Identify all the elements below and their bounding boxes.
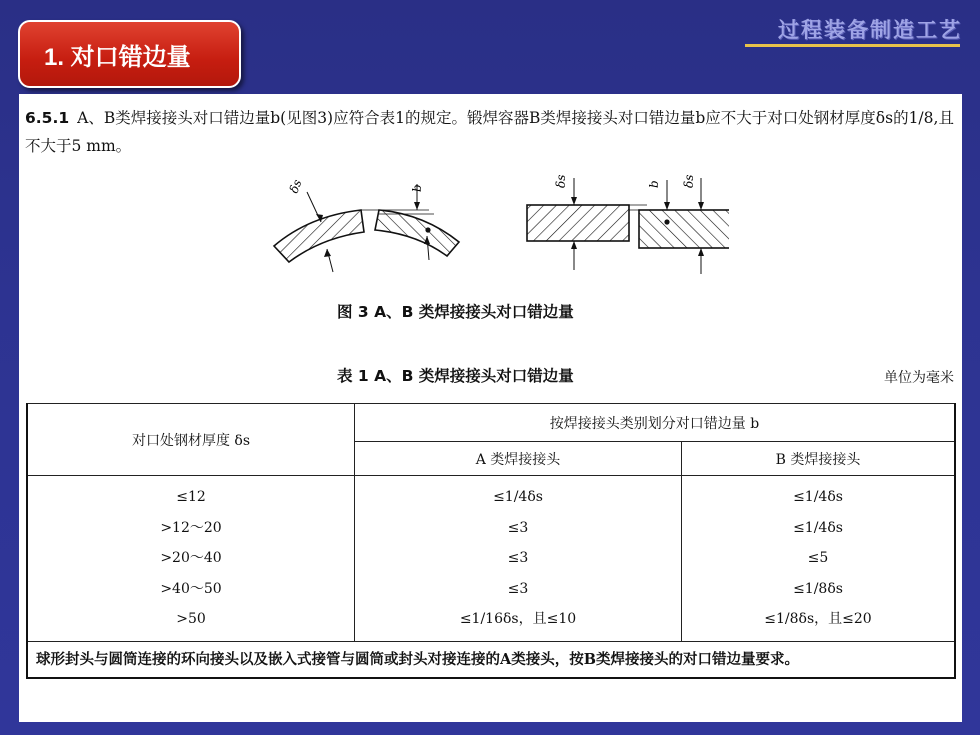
table-cell: ≤3	[507, 580, 529, 597]
flat-joint-drawing	[527, 175, 729, 274]
header-group: 按焊接接头类别划分对口错边量 b	[355, 404, 956, 442]
label-delta-s-mid: δs	[554, 174, 568, 188]
table-cell: ≤1/4δs	[793, 489, 843, 505]
misalignment-table	[26, 403, 956, 679]
unit-note: 单位为毫米	[884, 370, 954, 386]
table-cell: ≤1/4δs	[493, 489, 543, 505]
table-cell: ≤3	[507, 550, 529, 566]
table-cell: ≤12	[176, 489, 206, 505]
a-joint-column	[355, 476, 682, 642]
table-cell: ≤1/8δs，且≤20	[764, 611, 872, 627]
clause-text: A、B类焊接接头对口错边量b(见图3)应符合表1的规定。锻焊容器B类焊接接头对口错边量b应不大于对口处钢材厚度δs的1/8,且不大于5 mm。	[25, 109, 954, 155]
brand-title: 过程装备制造工艺	[778, 17, 962, 42]
clause-paragraph	[25, 104, 957, 160]
brand-underline	[745, 44, 960, 47]
header-a-joint: A 类焊接接头	[355, 442, 682, 476]
thickness-column	[27, 476, 355, 642]
label-b-right: b	[647, 180, 661, 188]
slide-title-box	[18, 20, 241, 88]
table-cell: >20～40	[160, 550, 222, 566]
weld-misalignment-figure	[269, 174, 729, 282]
b-joint-column	[682, 476, 956, 642]
label-b-left: b	[410, 184, 424, 192]
slide-title: 1. 对口错边量	[44, 43, 191, 71]
table-cell: ≤1/8δs	[793, 580, 843, 597]
section-number: 6.5.1	[25, 109, 70, 127]
table-cell: ≤5	[807, 550, 829, 566]
table-cell: >40～50	[160, 580, 222, 597]
table-cell: ≤1/16δs，且≤10	[459, 611, 577, 627]
table-footnote: 球形封头与圆筒连接的环向接头以及嵌入式接管与圆筒或封头对接连接的A类接头，按B类焊接接头的对口错边量要求。	[27, 641, 955, 678]
document-scan	[19, 94, 962, 722]
label-delta-s-left: δs	[286, 177, 305, 196]
table-cell: >12～20	[160, 519, 222, 536]
table-cell: >50	[176, 611, 206, 627]
curved-joint-drawing	[274, 178, 459, 272]
table-cell: ≤3	[507, 519, 529, 536]
table-caption: 表 1 A、B 类焊接接头对口错边量	[337, 367, 574, 385]
header-b-joint: B 类焊接接头	[682, 442, 956, 476]
figure-caption: 图 3 A、B 类焊接接头对口错边量	[337, 303, 574, 321]
header-thickness: 对口处钢材厚度 δs	[27, 404, 355, 476]
table-cell: ≤1/4δs	[793, 519, 843, 536]
label-delta-s-right: δs	[682, 174, 696, 188]
